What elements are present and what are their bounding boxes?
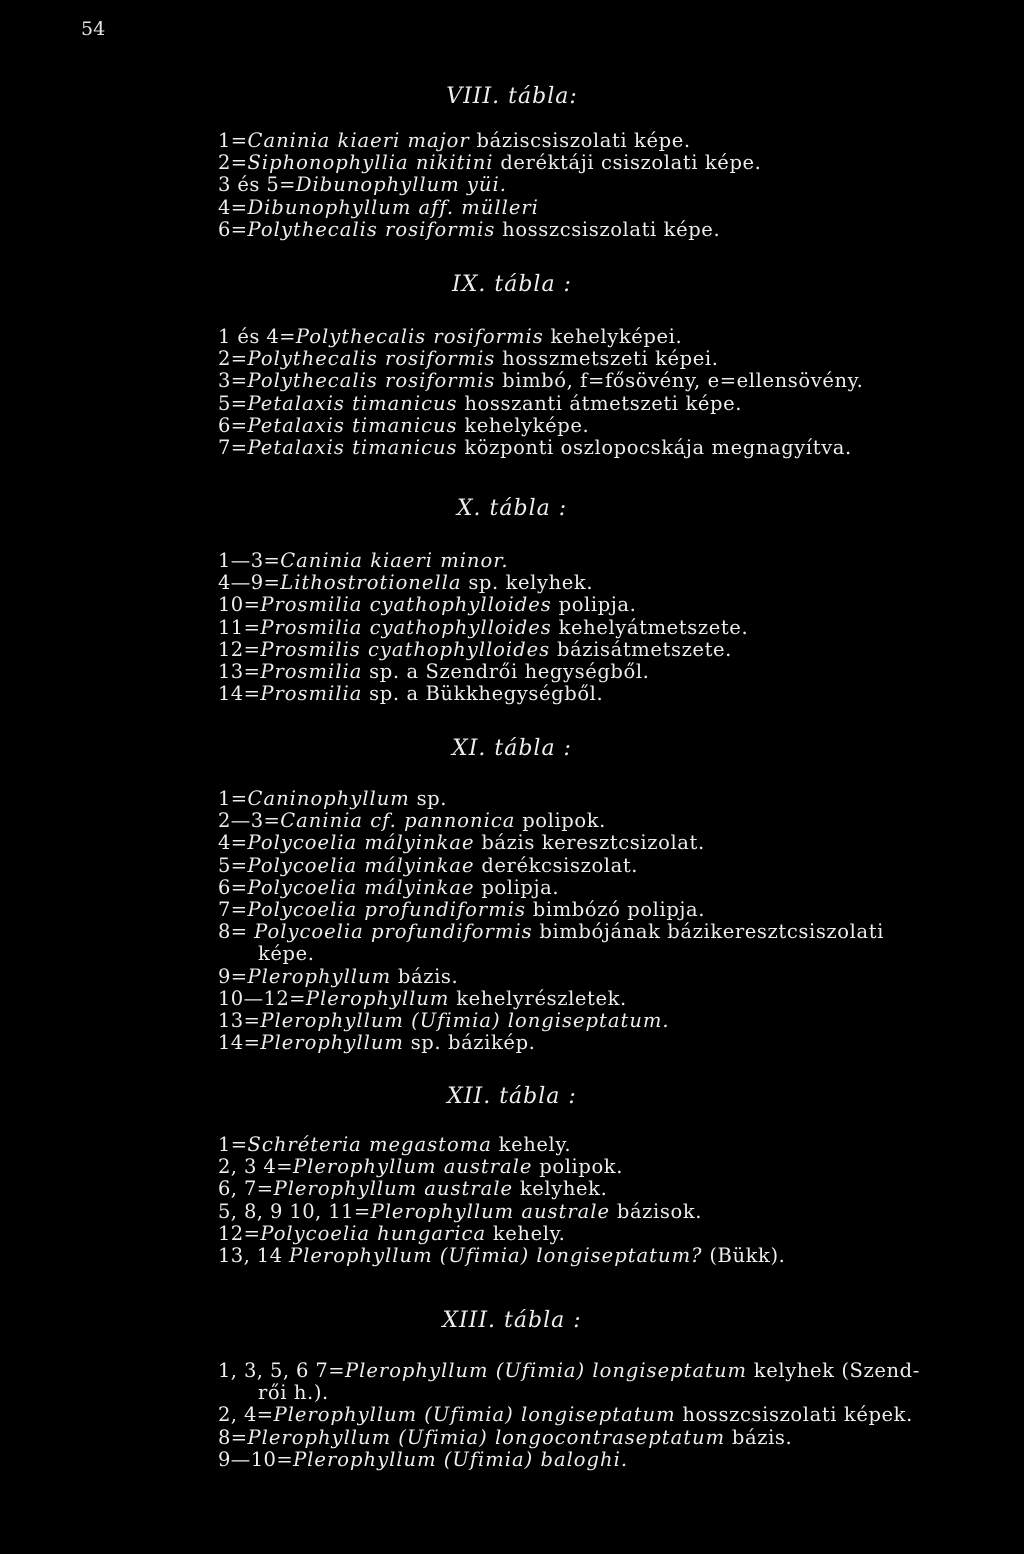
page-number: 54 (81, 18, 106, 40)
plate-viii-title: VIII. tábla: (446, 84, 578, 109)
taxon-name: Polythecalis rosiformis (247, 217, 496, 241)
entry-description: kehely. (491, 1133, 572, 1156)
entry-description: sp. bázikép. (403, 1031, 536, 1055)
entry-number: 6= (218, 413, 248, 437)
entry-description: központi oszlopocskája megnagyítva. (457, 436, 852, 460)
entry-number: 2—3= (218, 809, 281, 833)
entry-line (218, 1244, 785, 1267)
entry-line (218, 920, 884, 943)
plate-xiii-title: XIII. tábla : (442, 1308, 582, 1333)
entry-line (218, 965, 458, 988)
taxon-name: Plerophyllum (305, 986, 450, 1010)
plate-entry (218, 617, 1008, 639)
entry-number: 2= (218, 347, 248, 371)
taxon-name: Caninia cf. pannonica (280, 809, 516, 833)
entry-line (218, 638, 732, 661)
entry-line (218, 593, 636, 616)
entry-line (218, 151, 761, 174)
taxon-name: Plerophyllum (Ufimia) longiseptatum? (289, 1244, 703, 1268)
entry-line (218, 809, 606, 832)
entry-description: kehely. (486, 1221, 566, 1245)
plate-entry (218, 1178, 1008, 1200)
plate-x-list (218, 550, 1008, 705)
taxon-name: Polycoelia mályinkae (247, 853, 475, 877)
entry-line (218, 876, 559, 899)
entry-number: 6= (218, 875, 248, 899)
entry-line (218, 1200, 702, 1223)
entry-line (218, 414, 589, 437)
entry-line (218, 218, 720, 241)
entry-line (218, 854, 638, 877)
entry-line (218, 392, 742, 415)
entry-description: kelyhek (Szend- (747, 1359, 920, 1382)
entry-number: 1—3= (218, 549, 281, 572)
entry-line (218, 196, 539, 219)
entry-description: hosszanti átmetszeti képe. (457, 391, 743, 415)
plate-entry (218, 326, 1008, 348)
plate-entry (218, 832, 1008, 854)
entry-description: kehelyátmetszete. (551, 615, 749, 639)
entry-description: polipok. (532, 1155, 624, 1179)
taxon-name: Plerophyllum (Ufimia) longiseptatum (344, 1359, 747, 1382)
entry-line (218, 173, 507, 196)
plate-entry (218, 661, 1008, 683)
entry-description: bázis. (391, 964, 459, 988)
entry-line (218, 831, 705, 854)
plate-xii-title: XII. tábla : (447, 1084, 577, 1109)
entry-line (218, 1177, 607, 1200)
entry-number: 5= (218, 853, 248, 877)
taxon-name: Polycoelia mályinkae (247, 831, 475, 855)
entry-line (218, 436, 852, 459)
plate-xiii-list (218, 1360, 1008, 1471)
plate-entry (218, 152, 1008, 174)
entry-description: bimbózó polipja. (525, 898, 706, 922)
taxon-name: Petalaxis timanicus (247, 436, 458, 460)
plate-entry (218, 348, 1008, 370)
plate-entry (218, 683, 1008, 705)
entry-description: bázis. (725, 1425, 793, 1449)
plate-viii-list (218, 130, 1008, 241)
taxon-name: Plerophyllum (Ufimia) baloghi. (293, 1447, 629, 1471)
entry-number: 5= (218, 391, 248, 415)
plate-entry (218, 1245, 1008, 1267)
taxon-name: Prosmilia (260, 660, 363, 684)
taxon-name: Prosmilis cyathophylloides (260, 637, 551, 661)
entry-description: polipja. (474, 875, 560, 899)
entry-number: 7= (218, 898, 248, 922)
plate-entry (218, 415, 1008, 437)
taxon-name: Siphonophyllia nikitini (247, 151, 494, 175)
taxon-name: Plerophyllum australe (370, 1199, 611, 1223)
plate-entry (218, 639, 1008, 661)
plate-entry (218, 550, 1008, 572)
plate-entry (218, 966, 1008, 988)
entry-description: kehelyképe. (457, 413, 590, 437)
entry-number: 1= (218, 129, 248, 152)
plate-entry (218, 197, 1008, 219)
entry-line (218, 1222, 565, 1245)
plate-entry (218, 921, 1008, 965)
entry-number: 5, 8, 9 10, 11= (218, 1199, 371, 1223)
entry-line (218, 549, 509, 572)
entry-description: bázisok. (610, 1199, 703, 1223)
entry-number: 6= (218, 217, 248, 241)
entry-number: 14= (218, 1031, 261, 1055)
plate-entry (218, 594, 1008, 616)
entry-line (218, 1133, 571, 1156)
entry-number: 4= (218, 195, 248, 219)
entry-number: 11= (218, 615, 261, 639)
entry-number: 1= (218, 1133, 248, 1156)
entry-description: polipok. (515, 809, 606, 833)
plate-entry (218, 572, 1008, 594)
entry-line (218, 898, 705, 921)
taxon-name: Polycoelia hungarica (260, 1221, 487, 1245)
plate-entry (218, 1360, 1008, 1404)
plate-entry (218, 1134, 1008, 1156)
plate-entry (218, 899, 1008, 921)
entry-description: deréktáji csiszolati képe. (493, 151, 762, 175)
plate-entry (218, 1223, 1008, 1245)
entry-line (218, 660, 649, 683)
entry-continuation: rői h.). (258, 1381, 329, 1405)
plate-entry (218, 877, 1008, 899)
entry-description: sp. kelyhek. (461, 571, 594, 595)
taxon-name: Polythecalis rosiformis (247, 369, 496, 393)
entry-line (218, 369, 863, 392)
entry-number: 13= (218, 1009, 261, 1033)
entry-number: 8= (218, 920, 255, 944)
taxon-name: Caninia kiaeri minor. (280, 549, 509, 572)
taxon-name: Plerophyllum (Ufimia) longiseptatum (273, 1403, 676, 1427)
taxon-name: Dibunophyllum aff. mülleri (247, 195, 539, 219)
entry-number: 10= (218, 593, 261, 617)
entry-line (218, 325, 682, 348)
entry-line (218, 1403, 913, 1426)
plate-entry (218, 1032, 1008, 1054)
taxon-name: Polycoelia profundiformis (254, 920, 533, 944)
entry-number: 2, 4= (218, 1403, 274, 1427)
plate-entry (218, 130, 1008, 152)
taxon-name: Prosmilia (260, 682, 363, 706)
plate-ix-list (218, 326, 1008, 459)
entry-description: derékcsiszolat. (474, 853, 639, 877)
plate-ix-title: IX. tábla : (452, 272, 572, 297)
plate-entry (218, 1427, 1008, 1449)
taxon-name: Plerophyllum (260, 1031, 404, 1055)
plate-xi-title: XI. tábla : (452, 736, 572, 761)
entry-number: 3 és 5= (218, 173, 296, 197)
entry-number: 10—12= (218, 986, 306, 1010)
entry-continuation: képe. (258, 942, 315, 966)
taxon-name: Lithostrotionella (280, 571, 462, 595)
entry-number: 12= (218, 637, 261, 661)
entry-number: 4= (218, 831, 248, 855)
taxon-name: Prosmilia cyathophylloides (260, 593, 552, 617)
entry-description: polipja. (551, 593, 637, 617)
entry-line (218, 129, 691, 152)
entry-line (218, 1031, 535, 1054)
entry-number: 1, 3, 5, 6 7= (218, 1359, 345, 1382)
plate-entry (218, 437, 1008, 459)
entry-number: 2, 3 4= (218, 1155, 293, 1179)
taxon-name: Petalaxis timanicus (247, 391, 458, 415)
plate-xi-list (218, 788, 1008, 1054)
plate-entry (218, 219, 1008, 241)
taxon-name: Plerophyllum australe (292, 1155, 533, 1179)
entry-line (218, 1448, 628, 1471)
entry-description: bimbó, f=fősövény, e=ellensövény. (495, 369, 864, 393)
entry-number: 1 és 4= (218, 325, 296, 348)
entry-number: 2= (218, 151, 248, 175)
taxon-name: Plerophyllum (247, 964, 392, 988)
taxon-name: Plerophyllum australe (273, 1177, 514, 1201)
taxon-name: Dibunophyllum yüi. (295, 173, 507, 197)
taxon-name: Caninia kiaeri major (247, 129, 470, 152)
taxon-name: Petalaxis timanicus (247, 413, 458, 437)
entry-description: kehelyképei. (543, 325, 683, 348)
plate-entry (218, 988, 1008, 1010)
entry-description: bázisátmetszete. (550, 637, 732, 661)
entry-description: báziscsiszolati képe. (469, 129, 691, 152)
entry-description: sp. (409, 787, 448, 810)
entry-description: hosszmetszeti képei. (495, 347, 719, 371)
entry-description: (Bükk). (702, 1244, 786, 1268)
entry-line (218, 1359, 920, 1382)
entry-line (218, 682, 603, 705)
entry-number: 7= (218, 436, 248, 460)
entry-line (218, 571, 593, 594)
taxon-name: Polythecalis rosiformis (247, 347, 496, 371)
entry-number: 1= (218, 787, 248, 810)
taxon-name: Plerophyllum (Ufimia) longiseptatum. (260, 1009, 670, 1033)
taxon-name: Polycoelia profundiformis (247, 898, 526, 922)
taxon-name: Polycoelia mályinkae (247, 875, 475, 899)
entry-line (218, 1009, 670, 1032)
plate-entry (218, 810, 1008, 832)
plate-entry (218, 1201, 1008, 1223)
plate-entry (218, 1404, 1008, 1426)
entry-description: hosszcsiszolati képek. (675, 1403, 913, 1427)
entry-line (218, 616, 748, 639)
entry-number: 13, 14 (218, 1244, 290, 1268)
entry-description: bimbójának bázikeresztcsiszolati (532, 920, 884, 944)
entry-number: 4—9= (218, 571, 281, 595)
taxon-name: Schréteria megastoma (247, 1133, 492, 1156)
entry-number: 13= (218, 660, 261, 684)
entry-line (218, 1426, 792, 1449)
entry-number: 14= (218, 682, 261, 706)
entry-description: kelyhek. (513, 1177, 608, 1201)
entry-line (218, 1155, 623, 1178)
entry-number: 3= (218, 369, 248, 393)
plate-xii-list (218, 1134, 1008, 1267)
taxon-name: Polythecalis rosiformis (295, 325, 544, 348)
plate-entry (218, 788, 1008, 810)
entry-number: 8= (218, 1425, 248, 1449)
entry-line (218, 787, 447, 810)
entry-description: kehelyrészletek. (449, 986, 627, 1010)
entry-description: sp. a Bükkhegységből. (362, 682, 604, 706)
entry-number: 9= (218, 964, 248, 988)
plate-entry (218, 174, 1008, 196)
plate-entry (218, 1156, 1008, 1178)
entry-line (218, 987, 627, 1010)
entry-line (218, 347, 719, 370)
plate-entry (218, 393, 1008, 415)
plate-x-title: X. tábla : (456, 496, 568, 521)
taxon-name: Caninophyllum (247, 787, 410, 810)
entry-number: 6, 7= (218, 1177, 274, 1201)
entry-description: bázis keresztcsizolat. (474, 831, 705, 855)
taxon-name: Plerophyllum (Ufimia) longocontraseptatum (247, 1425, 726, 1449)
plate-entry (218, 1449, 1008, 1471)
entry-description: hosszcsiszolati képe. (495, 217, 721, 241)
plate-entry (218, 855, 1008, 877)
taxon-name: Prosmilia cyathophylloides (260, 615, 552, 639)
plate-entry (218, 1010, 1008, 1032)
entry-number: 9—10= (218, 1447, 294, 1471)
plate-entry (218, 370, 1008, 392)
entry-number: 12= (218, 1221, 261, 1245)
entry-description: sp. a Szendrői hegységből. (362, 660, 650, 684)
